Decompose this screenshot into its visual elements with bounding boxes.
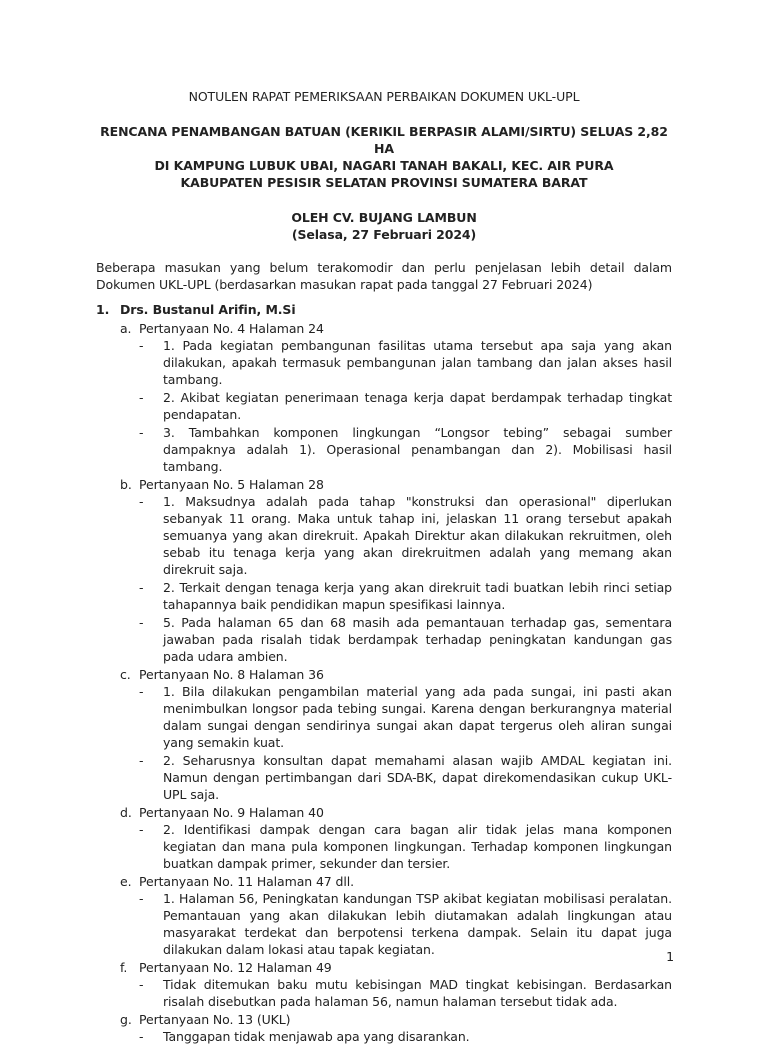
question-letter: f. xyxy=(120,960,128,975)
subtitle-line: KABUPATEN PESISIR SELATAN PROVINSI SUMATERA BARAT xyxy=(180,175,588,190)
question-letter: b. xyxy=(120,477,132,492)
question-heading xyxy=(96,873,672,890)
point-text: 2. Identifikasi dampak dengan cara bagan alir tidak jelas mana komponen kegiatan dan mana pula komponen lingkungan. Terhadap komponen lingkungan buatkan dampak primer, sekunder dan tersier. xyxy=(163,822,672,871)
question-letter: g. xyxy=(120,1012,132,1027)
question-heading xyxy=(96,476,672,493)
section-name: Drs. Bustanul Arifin, M.Si xyxy=(120,302,296,317)
dash-bullet: - xyxy=(139,822,144,837)
section-heading xyxy=(96,301,672,318)
dash-bullet: - xyxy=(139,615,144,630)
question-item xyxy=(96,804,672,872)
question-item xyxy=(96,1011,672,1045)
question-letter: e. xyxy=(120,874,132,889)
point-text: 5. Pada halaman 65 dan 68 masih ada pemantauan terhadap gas, sementara jawaban pada risalah tidak berdampak terhadap peningkatan kandungan gas pada udara ambien. xyxy=(163,615,672,664)
point-text: 1. Pada kegiatan pembangunan fasilitas utama tersebut apa saja yang akan dilakukan, apakah termasuk pembangunan jalan tambang dan jalan akses hasil tambang. xyxy=(163,338,672,387)
point-list xyxy=(96,337,672,475)
point-item xyxy=(96,389,672,423)
point-item xyxy=(96,1028,672,1045)
point-list xyxy=(96,683,672,803)
question-label: Pertanyaan No. 11 Halaman 47 dll. xyxy=(139,874,354,889)
point-text: Tidak ditemukan baku mutu kebisingan MAD tingkat kebisingan. Berdasarkan risalah disebutkan pada halaman 56, namun halaman tersebut tidak ada. xyxy=(163,977,672,1009)
point-item xyxy=(96,337,672,388)
subtitle-line: DI KAMPUNG LUBUK UBAI, NAGARI TANAH BAKALI, KEC. AIR PURA xyxy=(154,158,614,173)
question-list xyxy=(96,320,672,1045)
dash-bullet: - xyxy=(139,338,144,353)
point-item xyxy=(96,579,672,613)
point-list xyxy=(96,1028,672,1045)
point-text: 1. Halaman 56, Peningkatan kandungan TSP akibat kegiatan mobilisasi peralatan. Pemantauan yang akan dilakukan lebih diutamakan adalah lingkungan atau masyarakat terdekat dan berpotensi terkena dampak. Selain itu dapat juga dilakukan dalam lokasi atau tapak kegiatan. xyxy=(163,891,672,957)
dash-bullet: - xyxy=(139,891,144,906)
question-item xyxy=(96,959,672,1010)
point-item xyxy=(96,683,672,751)
question-letter: a. xyxy=(120,321,132,336)
page-number: 1 xyxy=(666,949,674,964)
question-item xyxy=(96,666,672,803)
document-subtitle xyxy=(96,123,672,191)
point-item xyxy=(96,493,672,578)
point-list xyxy=(96,976,672,1010)
dash-bullet: - xyxy=(139,390,144,405)
point-item xyxy=(96,752,672,803)
question-label: Pertanyaan No. 8 Halaman 36 xyxy=(139,667,324,682)
point-text: 1. Bila dilakukan pengambilan material yang ada pada sungai, ini pasti akan menimbulkan longsor pada tebing sungai. Karena dengan berkurangnya material dalam sungai dengan sendirinya sungai akan dapat tergerus oleh aliran sungai yang semakin kuat. xyxy=(163,684,672,750)
dash-bullet: - xyxy=(139,684,144,699)
question-letter: d. xyxy=(120,805,132,820)
subtitle-line: RENCANA PENAMBANGAN BATUAN (KERIKIL BERPASIR ALAMI/SIRTU) SELUAS 2,82 HA xyxy=(100,124,668,156)
intro-paragraph: Beberapa masukan yang belum terakomodir dan perlu penjelasan lebih detail dalam Dokumen UKL-UPL (berdasarkan masukan rapat pada tanggal 27 Februari 2024) xyxy=(96,260,672,292)
question-heading xyxy=(96,666,672,683)
dash-bullet: - xyxy=(139,977,144,992)
question-item xyxy=(96,320,672,475)
point-text: 2. Terkait dengan tenaga kerja yang akan direkruit tadi buatkan lebih rinci setiap tahapannya baik pendidikan mapun spesifikasi lainnya. xyxy=(163,580,672,612)
question-item xyxy=(96,476,672,665)
point-text: 2. Akibat kegiatan penerimaan tenaga kerja dapat berdampak terhadap tingkat pendapatan. xyxy=(163,390,672,422)
dash-bullet: - xyxy=(139,580,144,595)
question-label: Pertanyaan No. 12 Halaman 49 xyxy=(139,960,332,975)
point-list xyxy=(96,493,672,665)
dash-bullet: - xyxy=(139,753,144,768)
question-label: Pertanyaan No. 9 Halaman 40 xyxy=(139,805,324,820)
point-list xyxy=(96,821,672,872)
point-item xyxy=(96,614,672,665)
question-heading xyxy=(96,1011,672,1028)
question-heading xyxy=(96,804,672,821)
question-label: Pertanyaan No. 13 (UKL) xyxy=(139,1012,291,1027)
question-letter: c. xyxy=(120,667,131,682)
document-title: NOTULEN RAPAT PEMERIKSAAN PERBAIKAN DOKUMEN UKL-UPL xyxy=(188,89,580,104)
point-text: 2. Seharusnya konsultan dapat memahami alasan wajib AMDAL kegiatan ini. Namun dengan pertimbangan dari SDA-BK, dapat direkomendasikan cukup UKL-UPL saja. xyxy=(163,753,672,802)
point-item xyxy=(96,821,672,872)
question-item xyxy=(96,873,672,958)
question-label: Pertanyaan No. 4 Halaman 24 xyxy=(139,321,324,336)
dash-bullet: - xyxy=(139,494,144,509)
organizer-line: OLEH CV. BUJANG LAMBUN xyxy=(291,210,477,225)
organizer-block xyxy=(96,209,672,243)
point-item xyxy=(96,890,672,958)
question-label: Pertanyaan No. 5 Halaman 28 xyxy=(139,477,324,492)
point-text: 1. Maksudnya adalah pada tahap "konstruksi dan operasional" diperlukan sebanyak 11 orang. Maka untuk tahap ini, jelaskan 11 orang tersebut apakah semuanya yang akan direkruit. Apakah Direktur akan dilakukan rekruitmen, oleh sebab itu tenaga kerja yang akan direkruitmen adalah yang memang akan direkruit saja. xyxy=(163,494,672,577)
question-heading xyxy=(96,320,672,337)
point-text: 3. Tambahkan komponen lingkungan “Longsor tebing” sebagai sumber dampaknya adalah 1). Operasional penambangan dan 2). Mobilisasi hasil tambang. xyxy=(163,425,672,474)
point-item xyxy=(96,976,672,1010)
question-heading xyxy=(96,959,672,976)
section-number: 1. xyxy=(96,302,110,317)
dash-bullet: - xyxy=(139,425,144,440)
meeting-date: (Selasa, 27 Februari 2024) xyxy=(291,227,477,242)
point-item xyxy=(96,424,672,475)
point-text: Tanggapan tidak menjawab apa yang disarankan. xyxy=(163,1029,470,1044)
point-list xyxy=(96,890,672,958)
dash-bullet: - xyxy=(139,1029,144,1044)
